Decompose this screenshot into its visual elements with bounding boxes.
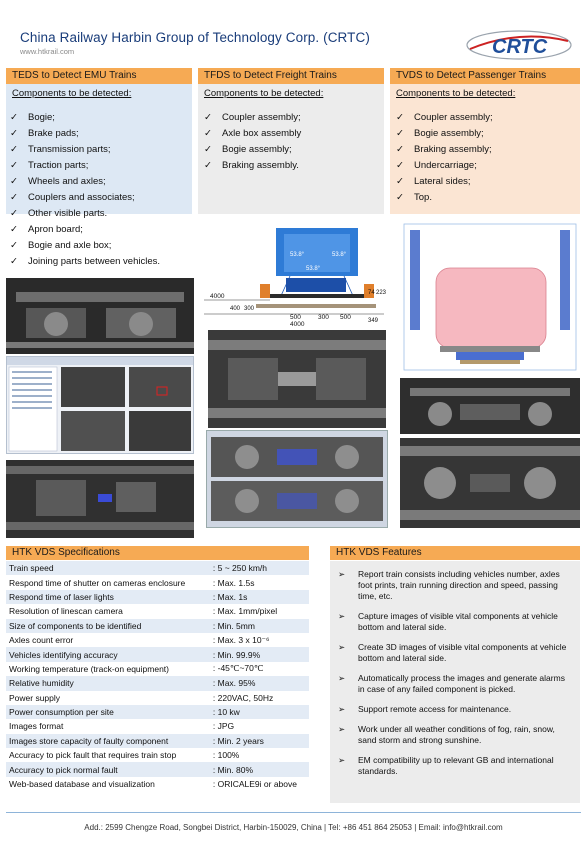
table-row: Web-based database and visualization : ORICALE9i or above xyxy=(6,777,309,791)
list-item: ✓ Braking assembly. xyxy=(204,158,384,174)
teds-header: TEDS to Detect EMU Trains xyxy=(6,68,192,84)
table-row: Train speed : 5 ~ 250 km/h xyxy=(6,561,309,575)
list-item: ✓ Joining parts between vehicles. xyxy=(10,254,196,270)
check-icon: ✓ xyxy=(10,224,18,235)
freight-coupler-photo xyxy=(208,330,386,428)
list-item: ✓ Top. xyxy=(396,190,580,206)
table-row: Relative humidity : Max. 95% xyxy=(6,676,309,690)
table-row: Axles count error : Max. 3 x 10⁻⁶ xyxy=(6,633,309,647)
list-item: ✓ Traction parts; xyxy=(10,158,196,174)
list-item: ✓ Bogie and axle box; xyxy=(10,238,196,254)
table-row: Power supply : 220VAC, 50Hz xyxy=(6,691,309,705)
check-icon: ✓ xyxy=(10,112,18,123)
list-item: ✓ Wheels and axles; xyxy=(10,174,196,190)
list-item: ✓ Axle box assembly xyxy=(204,126,384,142)
dimension-label: 223 xyxy=(376,290,387,296)
emu-undercarriage-photo xyxy=(6,460,194,538)
arrow-bullet-icon: ➢ xyxy=(338,569,346,579)
check-icon: ✓ xyxy=(204,112,212,123)
list-item: ➢ Create 3D images of visible vital components at vehicle bottom and lateral side. xyxy=(338,642,567,663)
teds-components-heading: Components to be detected: xyxy=(12,88,132,99)
tvds-components-heading: Components to be detected: xyxy=(396,88,516,99)
website-url[interactable]: www.htkrail.com xyxy=(20,47,75,56)
tvds-component-list xyxy=(396,110,580,206)
arrow-bullet-icon: ➢ xyxy=(338,724,346,734)
angle-label: 53.8° xyxy=(306,266,321,272)
footer-divider xyxy=(6,812,581,813)
list-item: ✓ Bogie assembly; xyxy=(204,142,384,158)
tfds-header: TFDS to Detect Freight Trains xyxy=(198,68,384,84)
freight-inspection-diagram xyxy=(200,222,388,328)
dimension-label: 500 xyxy=(290,314,301,321)
list-item: ✓ Coupler assembly; xyxy=(396,110,580,126)
list-item: ✓ Lateral sides; xyxy=(396,174,580,190)
page-title: China Railway Harbin Group of Technology Corp. (CRTC) xyxy=(20,30,370,45)
list-item: ✓ Other visible parts. xyxy=(10,206,196,222)
angle-label: 53.8° xyxy=(290,252,305,258)
features-header: HTK VDS Features xyxy=(330,546,580,560)
check-icon: ✓ xyxy=(10,240,18,251)
check-icon: ✓ xyxy=(10,256,18,267)
dimension-label: 349 xyxy=(368,318,379,324)
emu-bogie-photo xyxy=(6,278,194,354)
list-item: ✓ Bogie assembly; xyxy=(396,126,580,142)
list-item: ✓ Braking assembly; xyxy=(396,142,580,158)
arrow-bullet-icon: ➢ xyxy=(338,611,346,621)
check-icon: ✓ xyxy=(10,208,18,219)
arrow-bullet-icon: ➢ xyxy=(338,673,346,683)
list-item: ✓ Transmission parts; xyxy=(10,142,196,158)
list-item: ✓ Couplers and associates; xyxy=(10,190,196,206)
table-row: Size of components to be identified : Min. 5mm xyxy=(6,619,309,633)
dimension-label: 4000 xyxy=(210,293,225,300)
freight-bogie-screenshot xyxy=(206,430,388,528)
check-icon: ✓ xyxy=(396,160,404,171)
table-row: Images store capacity of faulty component : Min. 2 years xyxy=(6,734,309,748)
passenger-bogie-photo xyxy=(400,378,580,434)
check-icon: ✓ xyxy=(204,128,212,139)
angle-label: 53.8° xyxy=(332,252,347,258)
svg-text:CRTC: CRTC xyxy=(492,36,548,58)
arrow-bullet-icon: ➢ xyxy=(338,642,346,652)
table-row: Resolution of linescan camera : Max. 1mm/pixel xyxy=(6,604,309,618)
check-icon: ✓ xyxy=(10,144,18,155)
software-screenshot xyxy=(6,356,194,454)
passenger-train-cross-section xyxy=(400,222,580,372)
list-item: ➢ Automatically process the images and generate alarms in case of any failed component is picked. xyxy=(338,673,565,694)
check-icon: ✓ xyxy=(396,176,404,187)
dimension-label: 400 xyxy=(230,306,241,312)
table-row: Accuracy to pick normal fault : Min. 80% xyxy=(6,762,309,776)
check-icon: ✓ xyxy=(396,112,404,123)
tvds-header: TVDS to Detect Passenger Trains xyxy=(390,68,580,84)
dimension-label: 300 xyxy=(318,314,329,321)
passenger-undercarriage-photo xyxy=(400,438,580,528)
dimension-label: 500 xyxy=(340,314,351,321)
check-icon: ✓ xyxy=(10,192,18,203)
table-row: Vehicles identifying accuracy : Min. 99.9% xyxy=(6,647,309,661)
check-icon: ✓ xyxy=(10,160,18,171)
list-item: ✓ Bogie; xyxy=(10,110,196,126)
check-icon: ✓ xyxy=(204,144,212,155)
list-item: ➢ Support remote access for maintenance. xyxy=(338,704,512,714)
crtc-logo xyxy=(464,27,574,63)
specs-table xyxy=(6,561,309,791)
list-item: ➢ EM compatibility up to relevant GB and international standards. xyxy=(338,755,554,776)
table-row: Respond time of shutter on cameras enclosure : Max. 1.5s xyxy=(6,575,309,589)
list-item: ✓ Undercarriage; xyxy=(396,158,580,174)
table-row: Working temperature (track-on equipment) : -45℃~70℃ xyxy=(6,662,309,676)
specs-header: HTK VDS Specifications xyxy=(6,546,309,560)
table-row: Accuracy to pick fault that requires train stop : 100% xyxy=(6,748,309,762)
table-row: Power consumption per site : 10 kw xyxy=(6,705,309,719)
table-row: Respond time of laser lights : Max. 1s xyxy=(6,590,309,604)
check-icon: ✓ xyxy=(396,128,404,139)
features-panel xyxy=(330,561,580,803)
check-icon: ✓ xyxy=(204,160,212,171)
list-item: ➢ Report train consists including vehicles number, axles foot prints, train running direction and speed, passing time, etc. xyxy=(338,569,560,601)
footer-contact: Add.: 2599 Chengze Road, Songbei District, Harbin-150029, China | Tel: +86 451 864 25053 | Email: info@htkrail.com xyxy=(84,823,503,832)
tfds-component-list xyxy=(204,110,384,174)
list-item: ✓ Brake pads; xyxy=(10,126,196,142)
list-item: ✓ Apron board; xyxy=(10,222,196,238)
check-icon: ✓ xyxy=(10,128,18,139)
tfds-components-heading: Components to be detected: xyxy=(204,88,324,99)
arrow-bullet-icon: ➢ xyxy=(338,704,346,714)
dimension-label: 4000 xyxy=(290,321,305,328)
dimension-label: 74 xyxy=(368,290,375,296)
check-icon: ✓ xyxy=(396,192,404,203)
check-icon: ✓ xyxy=(10,176,18,187)
check-icon: ✓ xyxy=(396,144,404,155)
list-item: ✓ Coupler assembly; xyxy=(204,110,384,126)
list-item: ➢ Work under all weather conditions of fog, rain, snow, sand storm and strong sunshine. xyxy=(338,724,555,745)
teds-component-list xyxy=(10,110,196,270)
list-item: ➢ Capture images of visible vital components at vehicle bottom and lateral side. xyxy=(338,611,558,632)
dimension-label: 300 xyxy=(244,306,255,312)
arrow-bullet-icon: ➢ xyxy=(338,755,346,765)
table-row: Images format : JPG xyxy=(6,719,309,733)
